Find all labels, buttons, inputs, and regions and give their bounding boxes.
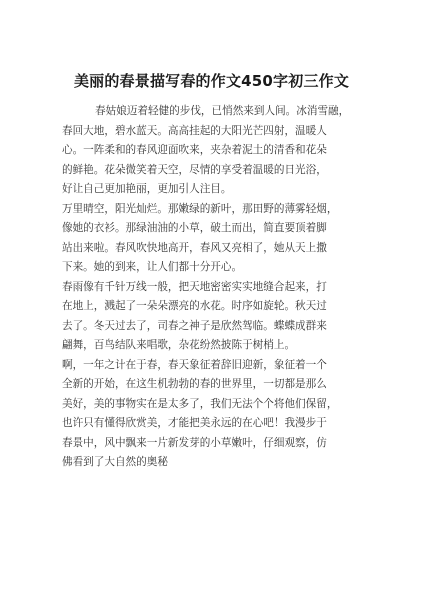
body-line: 像她的衣衫。那绿油油的小草，破土而出，简直要顶着脚 (62, 222, 327, 234)
body-line: 春姑娘迈着轻健的步伐，已悄然来到人间。冰消雪融， (95, 105, 350, 117)
document-title: 美丽的春景描写春的作文450字初三作文 (73, 72, 350, 90)
body-line: 好让自己更加艳丽，更加引人注目。 (62, 183, 232, 195)
body-line: 去了。冬天过去了，司春之神子是欣然驾临。蝶蝶成群来 (62, 319, 327, 332)
body-line: 春回大地，碧水蓝天。高高挂起的大阳光芒四射，温暖人 (62, 124, 327, 137)
body-line: 在地上，溅起了一朵朵漂亮的水花。时序如旋轮。秋天过 (62, 300, 327, 312)
body-line: 春雨像有千针万线一般，把天地密密实实地缝合起来，打 (62, 280, 327, 293)
body-line: 也许只有懂得欣赏美，才能把美永远的在心吧！我漫步于 (62, 417, 327, 429)
body-line: 站出来啦。春风吹快地高开，春风又亮相了，她从天上撒 (62, 241, 327, 254)
body-line: 全新的开始，在这生机勃勃的春的世界里，一切都是那么 (62, 378, 327, 390)
body-line: 的鲜艳。花朵微笑着天空，尽情的享受着温暖的日光浴， (62, 163, 327, 176)
body-line: 美好，美的事物实在是太多了，我们无法个个将他们保留， (62, 397, 338, 410)
article-body (62, 102, 362, 473)
body-line: 翩舞，百鸟结队来唱歌，杂花纷然披陈于树梢上。 (62, 339, 296, 351)
body-line: 啊，一年之计在于春，春天象征着辞旧迎新，象征着一个 (62, 358, 327, 371)
body-line: 下来。她的到来，让人们都十分开心。 (62, 261, 243, 273)
body-line: 佛看到了大自然的奥秘 (62, 456, 168, 468)
body-line: 万里晴空，阳光灿烂。那嫩绿的新叶，那田野的薄雾轻烟， (62, 202, 338, 215)
body-line: 心。一阵柔和的春风迎面吹来，夹杂着泥土的清香和花朵 (62, 144, 327, 156)
body-line: 春景中，风中飘来一片新发芽的小草嫩叶，仔细观察，仿 (62, 436, 327, 449)
